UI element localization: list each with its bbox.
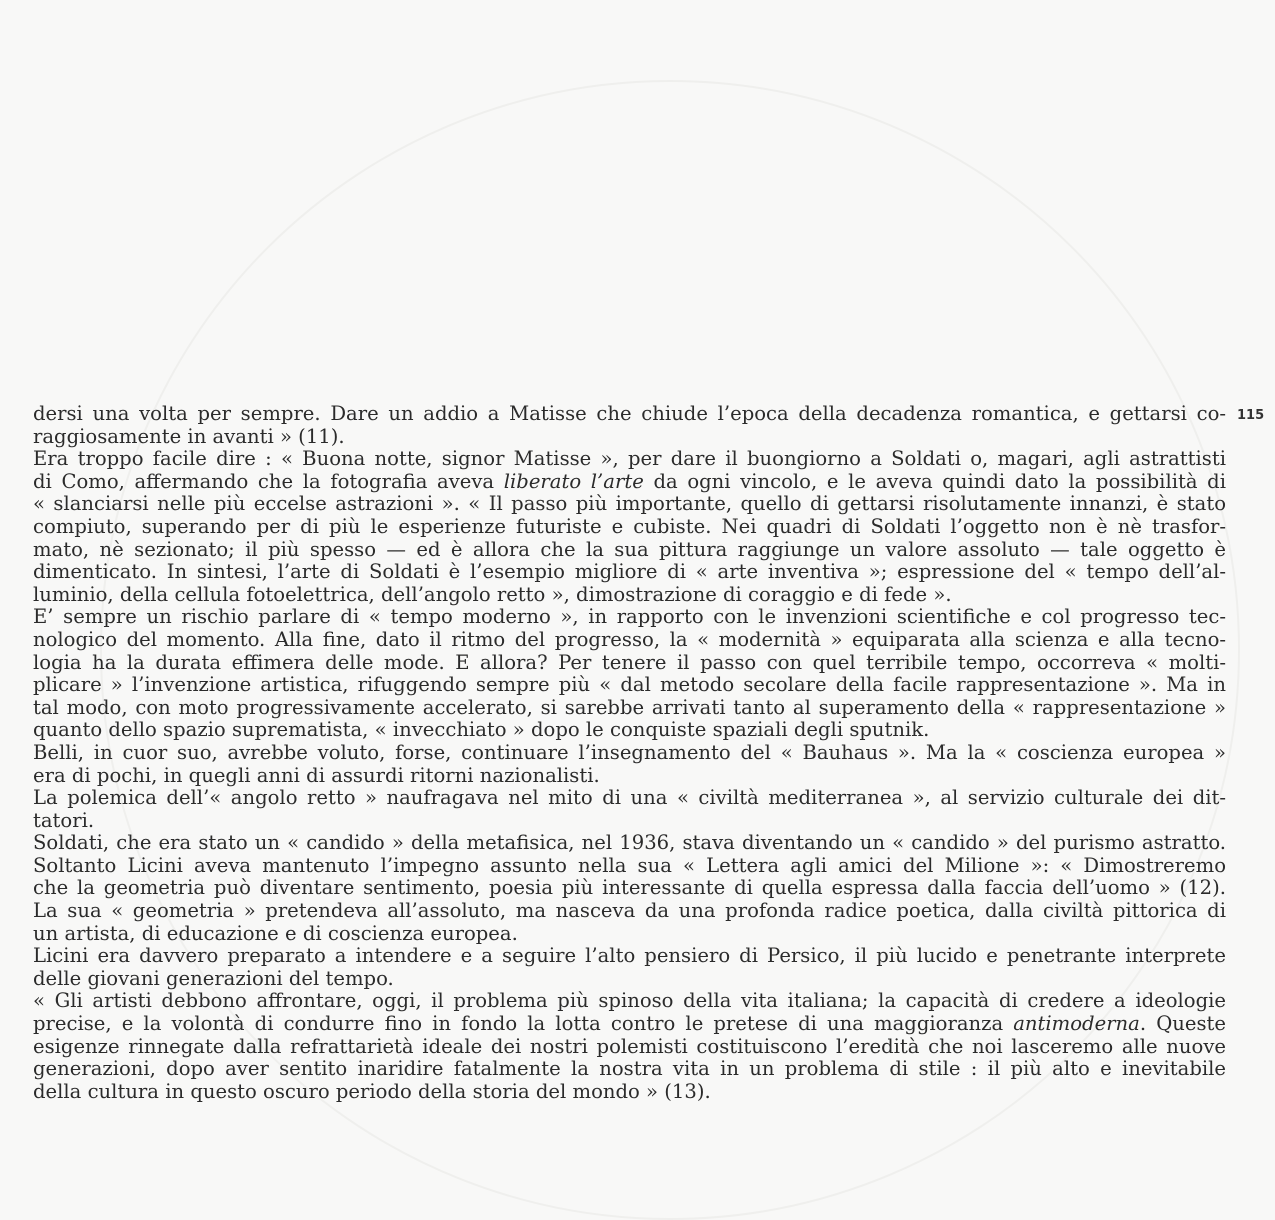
- text-line: dimenticato. In sintesi, l’arte di Soldati è l’esempio migliore di « arte inventiva »; espressione del « tempo dell’al-: [33, 561, 1226, 584]
- text-line: logia ha la durata effimera delle mode. E allora? Per tenere il passo con quel terribile tempo, occorreva « molti-: [33, 651, 1226, 674]
- text-line: plicare » l’invenzione artistica, rifuggendo sempre più « dal metodo secolare della facile rappresentazione ». Ma in: [33, 674, 1226, 697]
- text-line: Soltanto Licini aveva mantenuto l’impegno assunto nella sua « Lettera agli amici del Milione »: « Dimostreremo: [33, 854, 1226, 877]
- text-line: luminio, della cellula fotoelettrica, dell’angolo retto », dimostrazione di coraggio e di fede ».: [33, 583, 952, 606]
- text-line: E’ sempre un rischio parlare di « tempo moderno », in rapporto con le invenzioni scientifiche e col progresso tec-: [33, 606, 1226, 629]
- text-line: La sua « geometria » pretendeva all’assoluto, ma nasceva da una profonda radice poetica, dalla civiltà pittorica di: [33, 900, 1226, 923]
- body-text: [33, 403, 1226, 1103]
- text-line: generazioni, dopo aver sentito inaridire fatalmente la nostra vita in un problema di stile : il più alto e inevitabile: [33, 1058, 1226, 1081]
- italic-text: antimoderna: [1013, 1013, 1140, 1036]
- text-line: tal modo, con moto progressivamente accelerato, si sarebbe arrivati tanto al superamento della « rappresentazione »: [33, 696, 1226, 719]
- text-line: [33, 1013, 1226, 1036]
- text-line: Era troppo facile dire : « Buona notte, signor Matisse », per dare il buongiorno a Soldati o, magari, agli astrattisti: [33, 448, 1226, 471]
- text-line: Soldati, che era stato un « candido » della metafisica, nel 1936, stava diventando un « candido » del purismo astratto.: [33, 832, 1226, 855]
- text-line: « Gli artisti debbono affrontare, oggi, il problema più spinoso della vita italiana; la capacità di credere a ideologie: [33, 990, 1226, 1013]
- text-line: compiuto, superando per di più le esperienze futuriste e cubiste. Nei quadri di Soldati l’oggetto non è nè trasfor-: [33, 515, 1226, 538]
- text-line: Belli, in cuor suo, avrebbe voluto, forse, continuare l’insegnamento del « Bauhaus ». Ma la « coscienza europea »: [33, 741, 1226, 764]
- italic-text: liberato l’arte: [503, 470, 644, 493]
- text-line: La polemica dell’« angolo retto » naufragava nel mito di una « civiltà mediterranea », al servizio culturale dei dit-: [33, 787, 1226, 810]
- text-line: della cultura in questo oscuro periodo della storia del mondo » (13).: [33, 1080, 711, 1103]
- text-line: « slanciarsi nelle più eccelse astrazioni ». « Il passo più importante, quello di gettarsi risolutamente innanzi, è stato: [33, 493, 1226, 516]
- text-line: tatori.: [33, 809, 95, 832]
- text-line: mato, nè sezionato; il più spesso — ed è allora che la sua pittura raggiunge un valore assoluto — tale oggetto è: [33, 538, 1226, 561]
- text-line: nologico del momento. Alla fine, dato il ritmo del progresso, la « modernità » equiparata alla scienza e alla tecno-: [33, 628, 1226, 651]
- text-line: [33, 471, 1226, 494]
- text-line: era di pochi, in quegli anni di assurdi ritorni nazionalisti.: [33, 764, 600, 787]
- text-line: quanto dello spazio suprematista, « invecchiato » dopo le conquiste spaziali degli sputnik.: [33, 719, 930, 742]
- text-line: raggiosamente in avanti » (11).: [33, 425, 345, 448]
- text-run: . Queste: [1139, 1013, 1226, 1036]
- text-run: precise, e la volontà di condurre fino in fondo la lotta contro le pretese di una maggioranza: [33, 1013, 1014, 1036]
- text-line: esigenze rinnegate dalla refrattarietà ideale dei nostri polemisti costituiscono l’eredità che noi lasceremo alle nuove: [33, 1035, 1226, 1058]
- text-line: delle giovani generazioni del tempo.: [33, 967, 394, 990]
- text-line: che la geometria può diventare sentimento, poesia più interessante di quella espressa dalla faccia dell’uomo » (12).: [33, 877, 1226, 900]
- text-line: un artista, di educazione e di coscienza europea.: [33, 922, 518, 945]
- text-run: di Como, affermando che la fotografia aveva: [33, 470, 504, 493]
- text-line: dersi una volta per sempre. Dare un addio a Matisse che chiude l’epoca della decadenza romantica, e gettarsi co-: [33, 403, 1226, 425]
- text-line: Licini era davvero preparato a intendere e a seguire l’alto pensiero di Persico, il più lucido e penetrante interprete: [33, 945, 1226, 968]
- page-number: 115: [1237, 408, 1265, 423]
- text-run: da ogni vincolo, e le aveva quindi dato la possibilità di: [643, 470, 1226, 493]
